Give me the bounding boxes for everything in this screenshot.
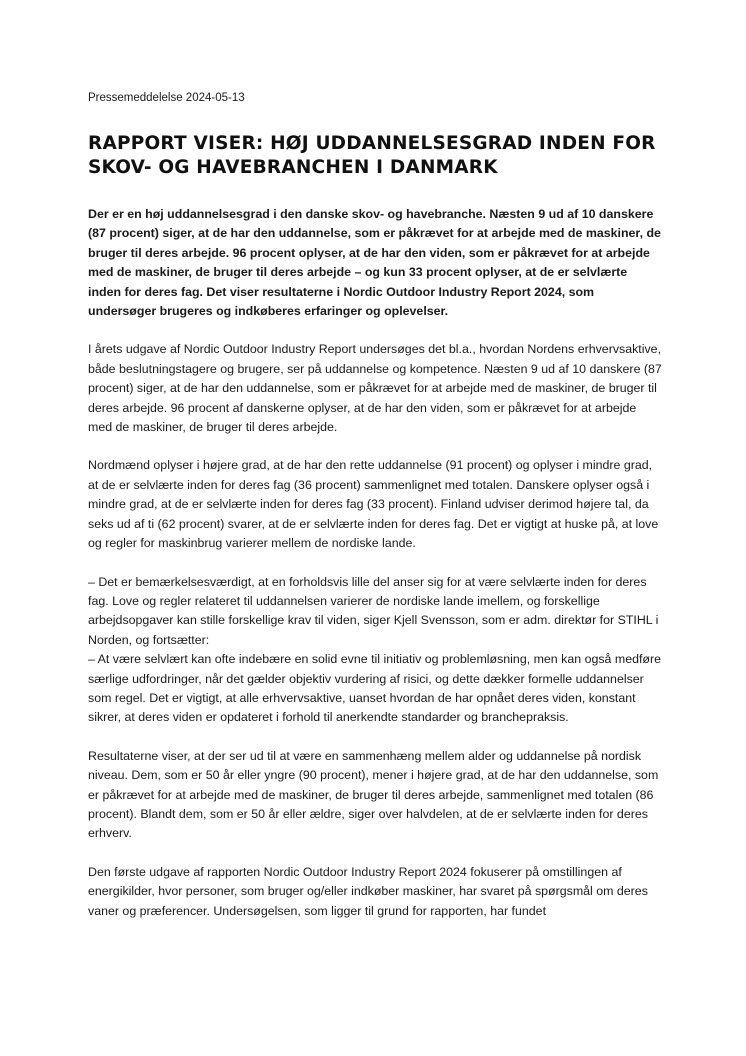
body-paragraph-1: I årets udgave af Nordic Outdoor Industry Report undersøges det bl.a., hvordan Nordens erhvervsaktive, både beslutningstagere og brugere, ser på uddannelse og kompetence. Næsten 9 ud af 10 danskere (87 procent) siger, at de har den uddannelse, som er påkrævet for at arbejde med de maskiner, de bruger til deres arbejde. 96 procent af danskerne oplyser, at de har den viden, som er påkrævet for at arbejde med de maskiner, de bruger til deres arbejde. — [88, 342, 662, 435]
body-paragraph-quote — [88, 573, 662, 728]
quote-line-1: – Det er bemærkelsesværdigt, at en forholdsvis lille del anser sig for at være selvlærte inden for deres fag. Love og regler relateret til uddannelsen varierer de nordiske lande imellem, og forskellige arbejdsopgaver kan stille forskellige krav til viden, siger Kjell Svensson, som er adm. direktør for STIHL i Norden, og fortsætter: — [88, 574, 659, 647]
article-headline: RAPPORT VISER: HØJ UDDANNELSESGRAD INDEN FOR SKOV- OG HAVEBRANCHEN I DANMARK — [88, 133, 656, 178]
body-paragraph-4: Resultaterne viser, at der ser ud til at være en sammenhæng mellem alder og uddannelse på nordisk niveau. Dem, som er 50 år eller yngre (90 procent), mener i højere grad, at de har den uddannelse, som er påkrævet for at arbejde med de maskiner, de bruger til deres arbejde, sammenlignet med totalen (86 procent). Blandt dem, som er 50 år eller ældre, siger over halvdelen, at de er selvlærte inden for deres erhverv. — [88, 748, 659, 841]
lead-paragraph: Der er en høj uddannelsesgrad i den danske skov- og havebranche. Næsten 9 ud af 10 danskere (87 procent) siger, at de har den uddannelse, som er påkrævet for at arbejde med de maskiner, de bruger til deres arbejde. 96 procent oplyser, at de har den viden, som er påkrævet for at arbejde med de maskiner, de bruger til deres arbejde – og kun 33 procent oplyser, at de er selvlærte inden for deres fag. Det viser resultaterne i Nordic Outdoor Industry Report 2024, som undersøger brugeres og indkøberes erfaringer og oplevelser. — [88, 207, 661, 319]
release-date: Pressemeddelelse 2024-05-13 — [88, 92, 245, 104]
press-release-page — [88, 90, 662, 940]
body-paragraph-5: Den første udgave af rapporten Nordic Outdoor Industry Report 2024 fokuserer på omstillingen af energikilder, hvor personer, som bruger og/eller indkøber maskiner, har svaret på spørgsmål om deres vaner og præferencer. Undersøgelsen, som ligger til grund for rapporten, har fundet — [88, 864, 648, 918]
body-paragraph-2: Nordmænd oplyser i højere grad, at de har den rette uddannelse (91 procent) og oplyser i mindre grad, at de er selvlærte inden for deres fag (36 procent) sammenlignet med totalen. Danskere oplyser også i mindre grad, at de er selvlærte inden for deres fag (33 procent). Finland udviser derimod højere tal, da seks ud af ti (62 procent) svarer, at de er selvlærte inden for deres fag. Det er vigtigt at huske på, at love og regler for maskinbrug varierer mellem de nordiske lande. — [88, 458, 659, 551]
quote-line-2: – At være selvlært kan ofte indebære en solid evne til initiativ og problemløsning, men kan også medføre særlige udfordringer, når det gælder objektiv vurdering af risici, og dette dækker formelle uddannelser som regel. Det er vigtigt, at alle erhvervsaktive, uanset hvordan de har opnået deres viden, konstant sikrer, at deres viden er opdateret i forhold til anerkendte standarder og branchepraksis. — [88, 652, 662, 725]
